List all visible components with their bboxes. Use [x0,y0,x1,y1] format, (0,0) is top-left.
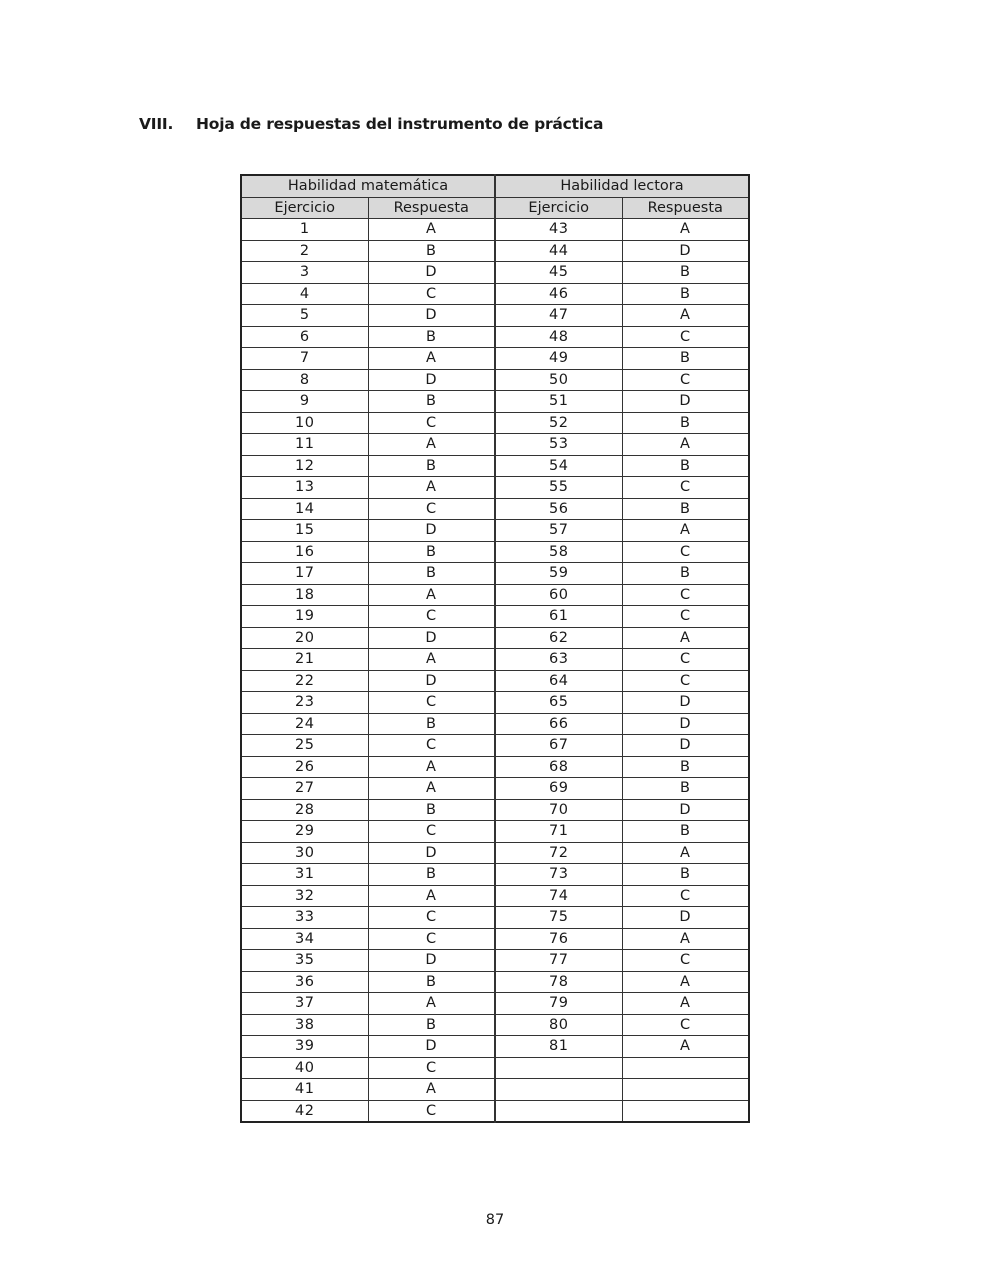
reading-answer-cell: C [622,477,749,499]
reading-exercise-cell: 63 [495,649,622,671]
table-row [241,842,749,864]
reading-exercise-cell: 74 [495,885,622,907]
math-answer-cell: C [368,1100,495,1122]
math-exercise-cell: 42 [241,1100,368,1122]
math-exercise-cell: 17 [241,563,368,585]
math-exercise-cell: 21 [241,649,368,671]
reading-answer-cell: A [622,434,749,456]
math-answer-cell: D [368,950,495,972]
reading-exercise-cell [495,1100,622,1122]
math-exercise-cell: 28 [241,799,368,821]
math-answer-cell: B [368,240,495,262]
table-row [241,670,749,692]
math-answer-cell: A [368,348,495,370]
math-answer-cell: D [368,305,495,327]
reading-exercise-cell: 79 [495,993,622,1015]
column-header-row [241,197,749,219]
math-exercise-cell: 22 [241,670,368,692]
math-exercise-cell: 1 [241,219,368,241]
reading-answer-cell: C [622,885,749,907]
reading-exercise-cell: 80 [495,1014,622,1036]
table-row [241,326,749,348]
reading-exercise-cell: 44 [495,240,622,262]
reading-answer-cell: C [622,670,749,692]
table-row [241,369,749,391]
group-header-row [241,175,749,197]
table-row [241,627,749,649]
table-row [241,1057,749,1079]
math-answer-cell: D [368,262,495,284]
math-exercise-cell: 9 [241,391,368,413]
table-row [241,391,749,413]
table-row [241,498,749,520]
reading-exercise-cell: 50 [495,369,622,391]
math-answer-cell: D [368,369,495,391]
table-row [241,821,749,843]
math-exercise-cell: 6 [241,326,368,348]
reading-answer-cell: C [622,649,749,671]
page-number: 87 [485,1212,505,1228]
reading-answer-cell: B [622,283,749,305]
reading-answer-cell: B [622,262,749,284]
reading-exercise-cell: 76 [495,928,622,950]
math-answer-cell: B [368,799,495,821]
table-row [241,971,749,993]
reading-exercise-cell: 65 [495,692,622,714]
table-row [241,563,749,585]
math-answer-cell: A [368,993,495,1015]
table-row [241,993,749,1015]
column-header-answer: Respuesta [622,197,749,219]
reading-answer-cell: A [622,971,749,993]
reading-exercise-cell: 70 [495,799,622,821]
table-row [241,606,749,628]
table-row [241,283,749,305]
math-exercise-cell: 29 [241,821,368,843]
column-header-exercise: Ejercicio [241,197,368,219]
table-row [241,1036,749,1058]
reading-exercise-cell [495,1057,622,1079]
math-exercise-cell: 24 [241,713,368,735]
reading-exercise-cell: 81 [495,1036,622,1058]
reading-exercise-cell: 48 [495,326,622,348]
math-answer-cell: B [368,326,495,348]
table-row [241,885,749,907]
math-answer-cell: A [368,885,495,907]
reading-answer-cell: D [622,735,749,757]
reading-answer-cell: D [622,907,749,929]
reading-answer-cell: B [622,756,749,778]
reading-exercise-cell [495,1079,622,1101]
math-answer-cell: A [368,219,495,241]
reading-exercise-cell: 57 [495,520,622,542]
table-row [241,541,749,563]
math-answer-cell: B [368,455,495,477]
reading-exercise-cell: 75 [495,907,622,929]
math-exercise-cell: 27 [241,778,368,800]
math-exercise-cell: 18 [241,584,368,606]
math-answer-cell: A [368,434,495,456]
reading-answer-cell: C [622,606,749,628]
table-row [241,735,749,757]
math-exercise-cell: 8 [241,369,368,391]
section-title: Hoja de respuestas del instrumento de práctica [196,115,604,133]
math-exercise-cell: 30 [241,842,368,864]
reading-exercise-cell: 53 [495,434,622,456]
reading-answer-cell: C [622,541,749,563]
group-header-reading: Habilidad lectora [495,175,749,197]
reading-answer-cell [622,1079,749,1101]
reading-answer-cell: A [622,993,749,1015]
math-exercise-cell: 31 [241,864,368,886]
reading-answer-cell: B [622,455,749,477]
reading-exercise-cell: 43 [495,219,622,241]
table-row [241,864,749,886]
section-number: VIII. [139,115,174,133]
reading-answer-cell [622,1100,749,1122]
math-exercise-cell: 4 [241,283,368,305]
table-row [241,305,749,327]
math-exercise-cell: 37 [241,993,368,1015]
reading-exercise-cell: 54 [495,455,622,477]
math-exercise-cell: 41 [241,1079,368,1101]
math-answer-cell: D [368,842,495,864]
math-exercise-cell: 5 [241,305,368,327]
reading-exercise-cell: 49 [495,348,622,370]
table-row [241,434,749,456]
table-row [241,713,749,735]
math-answer-cell: A [368,756,495,778]
reading-answer-cell: C [622,584,749,606]
math-answer-cell: A [368,778,495,800]
math-answer-cell: D [368,1036,495,1058]
reading-answer-cell: B [622,864,749,886]
math-answer-cell: C [368,692,495,714]
table-row [241,240,749,262]
math-exercise-cell: 26 [241,756,368,778]
math-answer-cell: C [368,412,495,434]
table-row [241,799,749,821]
table-row [241,219,749,241]
reading-answer-cell: B [622,498,749,520]
reading-answer-cell: B [622,563,749,585]
math-exercise-cell: 3 [241,262,368,284]
math-exercise-cell: 38 [241,1014,368,1036]
math-answer-cell: A [368,1079,495,1101]
reading-answer-cell: B [622,412,749,434]
math-exercise-cell: 40 [241,1057,368,1079]
column-header-answer: Respuesta [368,197,495,219]
reading-answer-cell: C [622,369,749,391]
math-answer-cell: B [368,864,495,886]
math-answer-cell: B [368,541,495,563]
math-exercise-cell: 20 [241,627,368,649]
math-answer-cell: D [368,627,495,649]
reading-exercise-cell: 72 [495,842,622,864]
math-exercise-cell: 35 [241,950,368,972]
math-exercise-cell: 10 [241,412,368,434]
math-answer-cell: C [368,735,495,757]
table-row [241,928,749,950]
reading-answer-cell: B [622,778,749,800]
math-exercise-cell: 13 [241,477,368,499]
table-row [241,649,749,671]
math-exercise-cell: 34 [241,928,368,950]
reading-exercise-cell: 71 [495,821,622,843]
reading-exercise-cell: 68 [495,756,622,778]
math-answer-cell: D [368,670,495,692]
answer-key-table [240,174,750,1123]
table-row [241,1079,749,1101]
table-row [241,778,749,800]
math-answer-cell: C [368,928,495,950]
math-exercise-cell: 11 [241,434,368,456]
reading-answer-cell: C [622,1014,749,1036]
reading-exercise-cell: 52 [495,412,622,434]
reading-answer-cell: A [622,928,749,950]
reading-answer-cell: D [622,692,749,714]
math-exercise-cell: 2 [241,240,368,262]
math-answer-cell: B [368,1014,495,1036]
math-exercise-cell: 32 [241,885,368,907]
reading-exercise-cell: 56 [495,498,622,520]
math-exercise-cell: 7 [241,348,368,370]
math-answer-cell: B [368,563,495,585]
reading-exercise-cell: 61 [495,606,622,628]
reading-exercise-cell: 64 [495,670,622,692]
reading-exercise-cell: 46 [495,283,622,305]
math-exercise-cell: 39 [241,1036,368,1058]
math-answer-cell: D [368,520,495,542]
math-exercise-cell: 25 [241,735,368,757]
reading-exercise-cell: 62 [495,627,622,649]
reading-answer-cell: D [622,713,749,735]
table-row [241,1100,749,1122]
table-row [241,412,749,434]
math-answer-cell: C [368,606,495,628]
math-answer-cell: B [368,391,495,413]
reading-exercise-cell: 77 [495,950,622,972]
reading-answer-cell: D [622,240,749,262]
math-exercise-cell: 33 [241,907,368,929]
table-row [241,348,749,370]
table-row [241,262,749,284]
reading-exercise-cell: 78 [495,971,622,993]
math-exercise-cell: 36 [241,971,368,993]
reading-exercise-cell: 45 [495,262,622,284]
reading-exercise-cell: 59 [495,563,622,585]
table-row [241,692,749,714]
table-row [241,477,749,499]
math-exercise-cell: 12 [241,455,368,477]
math-exercise-cell: 15 [241,520,368,542]
math-answer-cell: C [368,498,495,520]
reading-answer-cell: A [622,627,749,649]
math-answer-cell: B [368,971,495,993]
table-row [241,520,749,542]
math-answer-cell: C [368,821,495,843]
math-answer-cell: A [368,649,495,671]
reading-exercise-cell: 51 [495,391,622,413]
math-exercise-cell: 14 [241,498,368,520]
reading-exercise-cell: 47 [495,305,622,327]
table-row [241,455,749,477]
table-row [241,907,749,929]
group-header-math: Habilidad matemática [241,175,495,197]
reading-answer-cell: B [622,348,749,370]
reading-answer-cell: C [622,326,749,348]
math-answer-cell: C [368,907,495,929]
reading-exercise-cell: 55 [495,477,622,499]
reading-answer-cell: D [622,391,749,413]
reading-exercise-cell: 66 [495,713,622,735]
reading-exercise-cell: 58 [495,541,622,563]
math-answer-cell: B [368,713,495,735]
reading-exercise-cell: 73 [495,864,622,886]
math-answer-cell: C [368,283,495,305]
table-row [241,756,749,778]
reading-exercise-cell: 69 [495,778,622,800]
reading-answer-cell [622,1057,749,1079]
math-answer-cell: C [368,1057,495,1079]
reading-answer-cell: A [622,520,749,542]
section-heading [139,115,603,133]
answer-rows [241,219,749,1123]
reading-answer-cell: C [622,950,749,972]
reading-answer-cell: A [622,219,749,241]
column-header-exercise: Ejercicio [495,197,622,219]
math-exercise-cell: 23 [241,692,368,714]
math-answer-cell: A [368,584,495,606]
table-row [241,1014,749,1036]
reading-answer-cell: A [622,305,749,327]
table-row [241,950,749,972]
math-exercise-cell: 16 [241,541,368,563]
math-answer-cell: A [368,477,495,499]
reading-answer-cell: A [622,1036,749,1058]
reading-answer-cell: A [622,842,749,864]
table-row [241,584,749,606]
math-exercise-cell: 19 [241,606,368,628]
reading-exercise-cell: 67 [495,735,622,757]
reading-answer-cell: D [622,799,749,821]
reading-exercise-cell: 60 [495,584,622,606]
reading-answer-cell: B [622,821,749,843]
